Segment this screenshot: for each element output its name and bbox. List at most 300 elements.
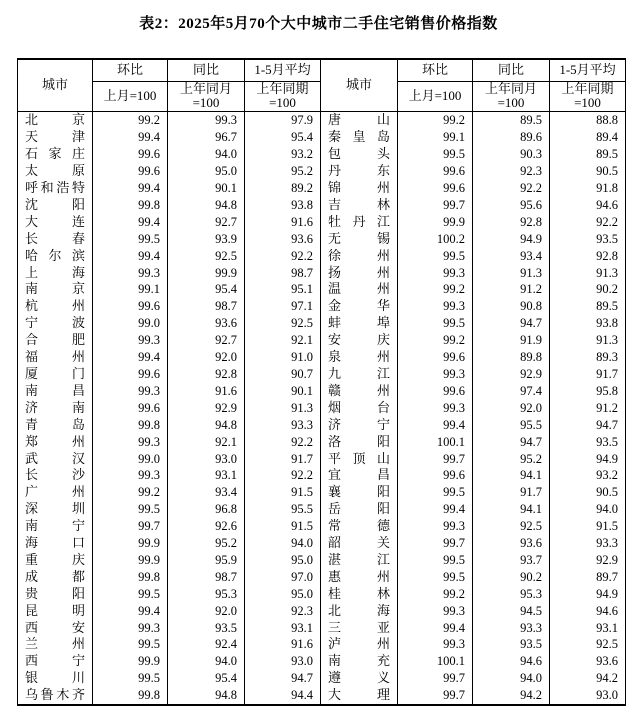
avg-value-cell: 93.2 bbox=[245, 146, 321, 163]
city-name: 南 充 bbox=[328, 653, 390, 669]
table-row bbox=[18, 112, 626, 129]
col-header-yoy-right: 同比 bbox=[473, 59, 550, 81]
city-name: 太 原 bbox=[25, 163, 85, 179]
mom-value-cell: 99.2 bbox=[398, 112, 473, 129]
yoy-value-cell: 90.2 bbox=[473, 569, 550, 586]
table-row bbox=[18, 332, 626, 349]
mom-value-cell: 99.6 bbox=[398, 383, 473, 400]
yoy-value-cell: 92.4 bbox=[168, 636, 245, 653]
table-row bbox=[18, 265, 626, 282]
yoy-value-cell: 94.7 bbox=[473, 315, 550, 332]
mom-value-cell: 99.0 bbox=[93, 451, 168, 468]
table-row bbox=[18, 298, 626, 315]
city-cell bbox=[321, 518, 398, 535]
table-row bbox=[18, 315, 626, 332]
mom-value-cell: 99.9 bbox=[93, 653, 168, 670]
table-row bbox=[18, 214, 626, 231]
table-row bbox=[18, 620, 626, 637]
city-cell bbox=[321, 467, 398, 484]
yoy-value-cell: 93.6 bbox=[473, 535, 550, 552]
table-row bbox=[18, 163, 626, 180]
mom-value-cell: 99.4 bbox=[93, 214, 168, 231]
city-name: 天 津 bbox=[25, 129, 85, 145]
table-row bbox=[18, 467, 626, 484]
table-header bbox=[18, 59, 626, 112]
city-name: 厦 门 bbox=[25, 365, 85, 381]
avg-value-cell: 89.5 bbox=[550, 146, 626, 163]
yoy-value-cell: 93.6 bbox=[168, 315, 245, 332]
city-name: 唐 山 bbox=[328, 112, 390, 128]
col-subheader-avg-base-right: 上年同期=100 bbox=[550, 81, 626, 112]
city-name: 西 宁 bbox=[25, 653, 85, 669]
avg-value-cell: 93.1 bbox=[550, 620, 626, 637]
avg-value-cell: 93.5 bbox=[550, 231, 626, 248]
city-cell bbox=[321, 400, 398, 417]
yoy-value-cell: 92.3 bbox=[473, 163, 550, 180]
mom-value-cell: 99.5 bbox=[93, 231, 168, 248]
mom-value-cell: 99.3 bbox=[93, 265, 168, 282]
avg-value-cell: 94.0 bbox=[550, 501, 626, 518]
city-name: 宜 昌 bbox=[328, 467, 390, 483]
yoy-value-cell: 94.1 bbox=[473, 501, 550, 518]
yoy-value-cell: 94.8 bbox=[168, 197, 245, 214]
city-name: 蚌 埠 bbox=[328, 315, 390, 331]
avg-value-cell: 95.8 bbox=[550, 383, 626, 400]
city-cell bbox=[321, 231, 398, 248]
city-cell bbox=[321, 332, 398, 349]
avg-value-cell: 92.2 bbox=[245, 467, 321, 484]
mom-value-cell: 99.8 bbox=[93, 197, 168, 214]
yoy-value-cell: 92.0 bbox=[473, 400, 550, 417]
city-name: 牡 丹 江 bbox=[328, 213, 390, 229]
table-row bbox=[18, 349, 626, 366]
city-cell bbox=[18, 467, 93, 484]
yoy-value-cell: 94.2 bbox=[473, 687, 550, 705]
yoy-value-cell: 96.8 bbox=[168, 501, 245, 518]
city-cell bbox=[18, 146, 93, 163]
table-row bbox=[18, 653, 626, 670]
city-name: 乌 鲁 木 齐 bbox=[25, 687, 85, 703]
table-row bbox=[18, 636, 626, 653]
avg-value-cell: 97.0 bbox=[245, 569, 321, 586]
yoy-value-cell: 94.7 bbox=[473, 434, 550, 451]
table-row bbox=[18, 180, 626, 197]
yoy-value-cell: 94.9 bbox=[473, 231, 550, 248]
yoy-value-cell: 92.0 bbox=[168, 603, 245, 620]
price-index-table bbox=[17, 58, 626, 706]
city-name: 海 口 bbox=[25, 535, 85, 551]
city-cell bbox=[321, 315, 398, 332]
yoy-value-cell: 95.2 bbox=[168, 535, 245, 552]
yoy-value-cell: 95.4 bbox=[168, 281, 245, 298]
city-cell bbox=[321, 687, 398, 705]
city-cell bbox=[321, 163, 398, 180]
city-cell bbox=[18, 400, 93, 417]
city-cell bbox=[18, 180, 93, 197]
mom-value-cell: 99.5 bbox=[93, 670, 168, 687]
city-cell bbox=[18, 586, 93, 603]
yoy-value-cell: 93.9 bbox=[168, 231, 245, 248]
city-cell bbox=[321, 653, 398, 670]
city-name: 常 德 bbox=[328, 518, 390, 534]
avg-value-cell: 95.5 bbox=[245, 501, 321, 518]
city-cell bbox=[321, 670, 398, 687]
city-name: 北 京 bbox=[25, 112, 85, 128]
mom-value-cell: 99.5 bbox=[93, 636, 168, 653]
col-header-avg-right: 1-5月平均 bbox=[550, 59, 626, 81]
yoy-value-cell: 98.7 bbox=[168, 298, 245, 315]
city-cell bbox=[18, 214, 93, 231]
city-name: 锦 州 bbox=[328, 180, 390, 195]
yoy-value-cell: 95.5 bbox=[473, 417, 550, 434]
city-cell bbox=[321, 214, 398, 231]
avg-value-cell: 93.5 bbox=[550, 434, 626, 451]
mom-value-cell: 99.2 bbox=[398, 281, 473, 298]
avg-value-cell: 92.2 bbox=[245, 434, 321, 451]
city-name: 宁 波 bbox=[25, 315, 85, 331]
col-subheader-yoy-base-right: 上年同月=100 bbox=[473, 81, 550, 112]
avg-value-cell: 91.7 bbox=[245, 451, 321, 468]
city-name: 深 圳 bbox=[25, 501, 85, 517]
table-row bbox=[18, 535, 626, 552]
city-name: 南 京 bbox=[25, 281, 85, 297]
city-cell bbox=[321, 535, 398, 552]
city-cell bbox=[18, 535, 93, 552]
table-row bbox=[18, 670, 626, 687]
avg-value-cell: 89.5 bbox=[550, 298, 626, 315]
avg-value-cell: 91.2 bbox=[550, 400, 626, 417]
city-name: 广 州 bbox=[25, 484, 85, 500]
city-name: 桂 林 bbox=[328, 585, 390, 601]
yoy-value-cell: 94.0 bbox=[168, 653, 245, 670]
col-subheader-mom-base-left: 上月=100 bbox=[93, 81, 168, 112]
avg-value-cell: 93.3 bbox=[550, 535, 626, 552]
city-cell bbox=[18, 163, 93, 180]
mom-value-cell: 99.8 bbox=[93, 569, 168, 586]
yoy-value-cell: 95.4 bbox=[168, 670, 245, 687]
city-cell bbox=[18, 112, 93, 129]
city-name: 南 宁 bbox=[25, 518, 85, 534]
city-cell bbox=[321, 586, 398, 603]
mom-value-cell: 99.6 bbox=[93, 366, 168, 383]
avg-value-cell: 94.9 bbox=[550, 586, 626, 603]
mom-value-cell: 99.5 bbox=[93, 501, 168, 518]
yoy-value-cell: 93.1 bbox=[168, 467, 245, 484]
city-cell bbox=[321, 298, 398, 315]
city-cell bbox=[321, 197, 398, 214]
avg-value-cell: 91.6 bbox=[245, 214, 321, 231]
mom-value-cell: 99.4 bbox=[93, 248, 168, 265]
city-cell bbox=[321, 248, 398, 265]
table-row bbox=[18, 603, 626, 620]
yoy-value-cell: 94.8 bbox=[168, 687, 245, 705]
city-cell bbox=[321, 636, 398, 653]
table-row bbox=[18, 451, 626, 468]
avg-value-cell: 89.7 bbox=[550, 569, 626, 586]
mom-value-cell: 99.2 bbox=[93, 484, 168, 501]
yoy-value-cell: 92.6 bbox=[168, 518, 245, 535]
table-row bbox=[18, 569, 626, 586]
yoy-value-cell: 98.7 bbox=[168, 569, 245, 586]
city-name: 成 都 bbox=[25, 568, 85, 584]
city-cell bbox=[18, 197, 93, 214]
yoy-value-cell: 99.9 bbox=[168, 265, 245, 282]
city-cell bbox=[18, 265, 93, 282]
avg-value-cell: 89.4 bbox=[550, 129, 626, 146]
city-cell bbox=[18, 670, 93, 687]
table-row bbox=[18, 197, 626, 214]
avg-value-cell: 91.7 bbox=[550, 366, 626, 383]
mom-value-cell: 99.4 bbox=[398, 620, 473, 637]
col-header-mom-right: 环比 bbox=[398, 59, 473, 81]
yoy-value-cell: 95.3 bbox=[473, 586, 550, 603]
avg-value-cell: 94.6 bbox=[550, 603, 626, 620]
city-name: 赣 州 bbox=[328, 382, 390, 398]
mom-value-cell: 99.3 bbox=[398, 636, 473, 653]
col-header-city-left: 城市 bbox=[18, 59, 93, 112]
avg-value-cell: 93.2 bbox=[550, 467, 626, 484]
table-row bbox=[18, 687, 626, 705]
avg-value-cell: 93.8 bbox=[550, 315, 626, 332]
city-cell bbox=[18, 281, 93, 298]
city-name: 郑 州 bbox=[25, 433, 85, 449]
city-name: 大 连 bbox=[25, 213, 85, 229]
table-row bbox=[18, 501, 626, 518]
city-name: 南 昌 bbox=[25, 382, 85, 398]
avg-value-cell: 95.2 bbox=[245, 163, 321, 180]
table-row bbox=[18, 518, 626, 535]
city-cell bbox=[18, 484, 93, 501]
yoy-value-cell: 91.2 bbox=[473, 281, 550, 298]
city-name: 平 顶 山 bbox=[328, 450, 390, 466]
city-name: 秦 皇 岛 bbox=[328, 129, 390, 145]
avg-value-cell: 93.3 bbox=[245, 417, 321, 434]
yoy-value-cell: 93.3 bbox=[473, 620, 550, 637]
yoy-value-cell: 93.5 bbox=[168, 620, 245, 637]
city-cell bbox=[321, 383, 398, 400]
city-name: 烟 台 bbox=[328, 399, 390, 415]
avg-value-cell: 91.8 bbox=[550, 180, 626, 197]
city-cell bbox=[18, 569, 93, 586]
yoy-value-cell: 95.3 bbox=[168, 586, 245, 603]
mom-value-cell: 99.6 bbox=[93, 298, 168, 315]
col-header-mom-left: 环比 bbox=[93, 59, 168, 81]
city-name: 上 海 bbox=[25, 264, 85, 280]
city-cell bbox=[18, 366, 93, 383]
avg-value-cell: 92.1 bbox=[245, 332, 321, 349]
mom-value-cell: 99.3 bbox=[93, 434, 168, 451]
yoy-value-cell: 92.5 bbox=[168, 248, 245, 265]
yoy-value-cell: 94.0 bbox=[168, 146, 245, 163]
mom-value-cell: 99.2 bbox=[93, 112, 168, 129]
city-name: 北 海 bbox=[328, 602, 390, 618]
city-name: 三 亚 bbox=[328, 619, 390, 635]
avg-value-cell: 89.3 bbox=[550, 349, 626, 366]
yoy-value-cell: 91.9 bbox=[473, 332, 550, 349]
yoy-value-cell: 90.1 bbox=[168, 180, 245, 197]
avg-value-cell: 91.6 bbox=[245, 636, 321, 653]
yoy-value-cell: 92.7 bbox=[168, 214, 245, 231]
mom-value-cell: 99.3 bbox=[93, 467, 168, 484]
mom-value-cell: 99.1 bbox=[93, 281, 168, 298]
table-body bbox=[18, 112, 626, 705]
mom-value-cell: 99.0 bbox=[93, 315, 168, 332]
avg-value-cell: 94.4 bbox=[245, 687, 321, 705]
avg-value-cell: 90.5 bbox=[550, 163, 626, 180]
mom-value-cell: 100.1 bbox=[398, 434, 473, 451]
city-name: 哈 尔 滨 bbox=[25, 247, 85, 263]
yoy-value-cell: 89.8 bbox=[473, 349, 550, 366]
avg-value-cell: 93.1 bbox=[245, 620, 321, 637]
avg-value-cell: 93.0 bbox=[550, 687, 626, 705]
city-cell bbox=[321, 603, 398, 620]
avg-value-cell: 91.5 bbox=[245, 484, 321, 501]
yoy-value-cell: 92.5 bbox=[473, 518, 550, 535]
city-name: 兰 州 bbox=[25, 636, 85, 652]
mom-value-cell: 99.8 bbox=[93, 417, 168, 434]
city-cell bbox=[18, 383, 93, 400]
avg-value-cell: 91.0 bbox=[245, 349, 321, 366]
avg-value-cell: 93.6 bbox=[550, 653, 626, 670]
city-cell bbox=[321, 112, 398, 129]
city-name: 昆 明 bbox=[25, 602, 85, 618]
yoy-value-cell: 94.6 bbox=[473, 653, 550, 670]
col-subheader-yoy-base-left: 上年同月=100 bbox=[168, 81, 245, 112]
city-name: 丹 东 bbox=[328, 163, 390, 179]
city-name: 温 州 bbox=[328, 281, 390, 297]
table-row bbox=[18, 417, 626, 434]
table-row bbox=[18, 586, 626, 603]
yoy-value-cell: 93.0 bbox=[168, 451, 245, 468]
city-cell bbox=[18, 298, 93, 315]
yoy-value-cell: 91.6 bbox=[168, 383, 245, 400]
city-name: 沈 阳 bbox=[25, 196, 85, 212]
table-row bbox=[18, 383, 626, 400]
yoy-value-cell: 89.5 bbox=[473, 112, 550, 129]
col-header-yoy-left: 同比 bbox=[168, 59, 245, 81]
mom-value-cell: 99.5 bbox=[93, 586, 168, 603]
yoy-value-cell: 91.7 bbox=[473, 484, 550, 501]
mom-value-cell: 99.3 bbox=[93, 332, 168, 349]
city-name: 泉 州 bbox=[328, 349, 390, 365]
avg-value-cell: 95.0 bbox=[245, 586, 321, 603]
avg-value-cell: 91.3 bbox=[550, 332, 626, 349]
mom-value-cell: 99.5 bbox=[398, 552, 473, 569]
city-name: 石 家 庄 bbox=[25, 146, 85, 162]
city-name: 武 汉 bbox=[25, 450, 85, 466]
table-row bbox=[18, 484, 626, 501]
avg-value-cell: 90.1 bbox=[245, 383, 321, 400]
city-cell bbox=[321, 281, 398, 298]
table-row bbox=[18, 400, 626, 417]
city-cell bbox=[18, 129, 93, 146]
city-name: 呼 和 浩 特 bbox=[25, 180, 85, 195]
mom-value-cell: 99.9 bbox=[93, 552, 168, 569]
table-row bbox=[18, 281, 626, 298]
yoy-value-cell: 92.2 bbox=[473, 180, 550, 197]
city-cell bbox=[321, 349, 398, 366]
yoy-value-cell: 94.5 bbox=[473, 603, 550, 620]
yoy-value-cell: 95.2 bbox=[473, 451, 550, 468]
yoy-value-cell: 92.9 bbox=[473, 366, 550, 383]
yoy-value-cell: 93.4 bbox=[168, 484, 245, 501]
city-name: 无 锡 bbox=[328, 230, 390, 246]
avg-value-cell: 92.3 bbox=[245, 603, 321, 620]
city-name: 遵 义 bbox=[328, 670, 390, 686]
avg-value-cell: 92.9 bbox=[550, 552, 626, 569]
avg-value-cell: 94.7 bbox=[245, 670, 321, 687]
table-row bbox=[18, 248, 626, 265]
mom-value-cell: 99.6 bbox=[93, 163, 168, 180]
mom-value-cell: 99.7 bbox=[398, 451, 473, 468]
yoy-value-cell: 94.8 bbox=[168, 417, 245, 434]
city-name: 合 肥 bbox=[25, 332, 85, 348]
mom-value-cell: 99.6 bbox=[398, 349, 473, 366]
city-name: 惠 州 bbox=[328, 568, 390, 584]
avg-value-cell: 95.4 bbox=[245, 129, 321, 146]
table-row bbox=[18, 434, 626, 451]
table-row bbox=[18, 231, 626, 248]
avg-value-cell: 93.8 bbox=[245, 197, 321, 214]
avg-value-cell: 91.5 bbox=[550, 518, 626, 535]
city-name: 吉 林 bbox=[328, 196, 390, 212]
yoy-value-cell: 92.0 bbox=[168, 349, 245, 366]
col-subheader-mom-base-right: 上月=100 bbox=[398, 81, 473, 112]
col-subheader-avg-base-left: 上年同期=100 bbox=[245, 81, 321, 112]
city-cell bbox=[321, 146, 398, 163]
mom-value-cell: 99.2 bbox=[398, 332, 473, 349]
avg-value-cell: 92.8 bbox=[550, 248, 626, 265]
city-cell bbox=[321, 265, 398, 282]
avg-value-cell: 92.5 bbox=[550, 636, 626, 653]
mom-value-cell: 99.5 bbox=[398, 315, 473, 332]
mom-value-cell: 99.8 bbox=[93, 687, 168, 705]
mom-value-cell: 99.5 bbox=[398, 248, 473, 265]
mom-value-cell: 99.7 bbox=[93, 518, 168, 535]
yoy-value-cell: 92.7 bbox=[168, 332, 245, 349]
city-name: 扬 州 bbox=[328, 264, 390, 280]
mom-value-cell: 99.5 bbox=[398, 484, 473, 501]
avg-value-cell: 97.9 bbox=[245, 112, 321, 129]
yoy-value-cell: 97.4 bbox=[473, 383, 550, 400]
mom-value-cell: 99.7 bbox=[398, 197, 473, 214]
yoy-value-cell: 93.5 bbox=[473, 636, 550, 653]
avg-value-cell: 88.8 bbox=[550, 112, 626, 129]
mom-value-cell: 100.1 bbox=[398, 653, 473, 670]
city-cell bbox=[18, 687, 93, 705]
mom-value-cell: 99.5 bbox=[398, 146, 473, 163]
mom-value-cell: 99.6 bbox=[93, 400, 168, 417]
mom-value-cell: 99.3 bbox=[398, 265, 473, 282]
mom-value-cell: 99.6 bbox=[93, 146, 168, 163]
city-name: 济 南 bbox=[25, 399, 85, 415]
city-cell bbox=[18, 417, 93, 434]
avg-value-cell: 89.2 bbox=[245, 180, 321, 197]
yoy-value-cell: 91.3 bbox=[473, 265, 550, 282]
avg-value-cell: 93.0 bbox=[245, 653, 321, 670]
city-name: 长 沙 bbox=[25, 467, 85, 483]
avg-value-cell: 92.2 bbox=[245, 248, 321, 265]
mom-value-cell: 99.2 bbox=[398, 586, 473, 603]
city-cell bbox=[321, 620, 398, 637]
avg-value-cell: 93.6 bbox=[245, 231, 321, 248]
city-cell bbox=[321, 552, 398, 569]
city-name: 贵 阳 bbox=[25, 585, 85, 601]
mom-value-cell: 99.3 bbox=[398, 400, 473, 417]
mom-value-cell: 99.9 bbox=[93, 535, 168, 552]
city-name: 大 理 bbox=[328, 687, 390, 703]
avg-value-cell: 92.2 bbox=[550, 214, 626, 231]
